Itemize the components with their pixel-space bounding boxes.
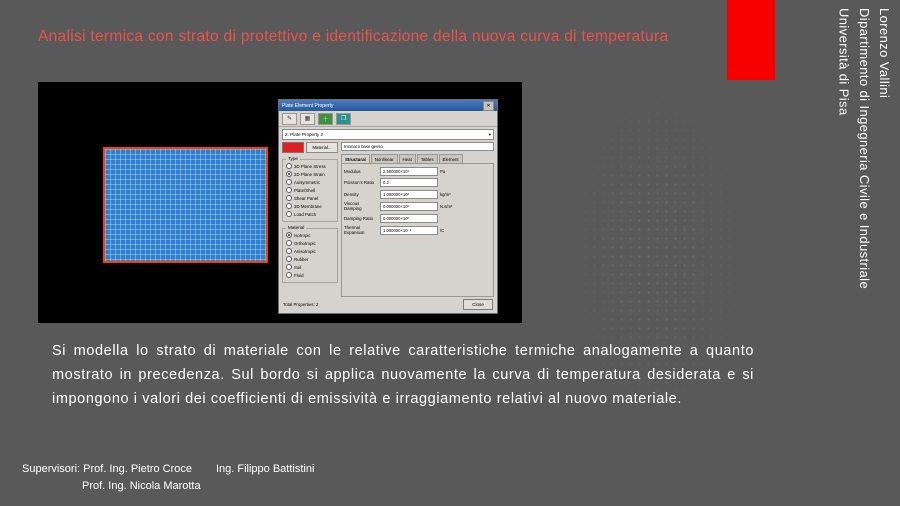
supervisors-row-2 xyxy=(22,478,314,495)
tab-heat[interactable]: Heat xyxy=(399,154,416,163)
field-label: Damping Ratio xyxy=(344,215,374,221)
plate-mesh-model xyxy=(103,147,268,263)
type-option-label: 3D Plane Stress xyxy=(294,163,326,169)
type-option-label: Plate/Shell xyxy=(294,187,315,193)
type-option-label: 2D Plane Strain xyxy=(294,171,325,177)
type-option-load-patch[interactable] xyxy=(286,210,335,218)
radio-icon xyxy=(286,211,292,217)
dialog-toolbar xyxy=(279,111,497,127)
tab-tables[interactable]: Tables xyxy=(417,154,438,163)
total-properties-label: Total Properties: 2 xyxy=(283,302,319,307)
type-option-label: Axisymmetric xyxy=(294,179,321,185)
supervisor-1: Prof. Ing. Pietro Croce xyxy=(83,463,192,475)
radio-icon xyxy=(286,264,292,270)
material-option-anisotropic[interactable] xyxy=(286,247,335,255)
embedded-screenshot xyxy=(38,82,522,323)
tab-structural[interactable]: Structural xyxy=(341,154,370,163)
close-icon[interactable]: ✕ xyxy=(483,101,494,111)
material-button[interactable]: Material... xyxy=(306,142,338,153)
field-input[interactable]: 0.000000×10⁰ xyxy=(380,202,438,211)
field-viscous-damping xyxy=(344,201,491,211)
material-option-label: Anisotropic xyxy=(294,248,316,254)
close-button[interactable]: Close xyxy=(463,299,493,310)
radio-icon xyxy=(286,171,292,177)
radio-icon xyxy=(286,240,292,246)
dialog-right-column xyxy=(341,142,494,297)
decorative-dot-pattern xyxy=(500,0,760,506)
field-input[interactable]: 0.000000×10⁰ xyxy=(380,214,438,223)
material-option-isotropic[interactable] xyxy=(286,231,335,239)
supervisors-label-and-first xyxy=(22,461,192,478)
material-option-fluid[interactable] xyxy=(286,271,335,279)
page-title: Analisi termica con strato di protettivo e identificazione della nuova curva di temperatura xyxy=(38,28,669,45)
dialog-footer xyxy=(279,297,497,310)
accent-red-block xyxy=(727,0,775,80)
edit-icon[interactable]: ✎ xyxy=(282,113,297,125)
model-viewport xyxy=(38,82,522,323)
material-option-rubber[interactable] xyxy=(286,255,335,263)
dialog-titlebar xyxy=(279,100,497,111)
type-option-plate-shell[interactable] xyxy=(286,186,335,194)
material-option-soil[interactable] xyxy=(286,263,335,271)
dialog-left-column xyxy=(282,142,338,297)
field-poissons-ratio xyxy=(344,178,491,187)
field-input[interactable]: 0.2 xyxy=(380,178,438,187)
property-select[interactable] xyxy=(282,129,494,140)
type-option-3d-plane-stress[interactable] xyxy=(286,162,335,170)
tab-element[interactable]: Element xyxy=(439,154,463,163)
credit-line-university: Università di Pisa xyxy=(836,8,852,116)
material-option-label: Isotropic xyxy=(294,232,311,238)
field-unit: /C xyxy=(440,227,445,233)
radio-icon xyxy=(286,187,292,193)
body-paragraph: Si modella lo strato di materiale con le relative caratteristiche termiche analogamente a quanto mostrato in precedenza. Sul bordo si applica nuovamente la curva di temperatura desiderata e si impongono i valori dei coefficienti di emissività e irraggiamento relativi al nuovo materiale. xyxy=(52,343,754,407)
tab-nonlinear[interactable]: Nonlinear xyxy=(371,154,398,163)
radio-icon xyxy=(286,272,292,278)
teal-copy-icon[interactable]: ❐ xyxy=(336,113,351,125)
field-input[interactable]: 1.000000×10³ xyxy=(380,190,438,199)
material-group xyxy=(282,225,338,283)
field-label: Density xyxy=(344,191,359,197)
supervisor-2: Prof. Ing. Nicola Marotta xyxy=(82,479,201,492)
field-input[interactable]: 2.500000×10⁹ xyxy=(380,167,438,176)
author-credits xyxy=(784,8,894,428)
dialog-title: Plate Element Property xyxy=(282,102,334,109)
supervisor-right-1: Ing. Filippo Battistini xyxy=(215,463,315,475)
credit-line-department: Dipartimento di Ingegneria Civile e Industriale xyxy=(856,8,872,290)
supervisors-row-1 xyxy=(22,461,314,478)
material-name-row xyxy=(341,142,494,151)
property-selector-row xyxy=(279,127,497,142)
property-select-value: 2: Plate Property 2 xyxy=(285,132,324,137)
material-group-legend: Material xyxy=(288,225,305,230)
type-option-3d-membrane[interactable] xyxy=(286,202,335,210)
field-label: Viscous Damping xyxy=(344,201,362,211)
field-unit: kg/m³ xyxy=(440,191,451,197)
material-color-swatch[interactable] xyxy=(282,142,304,153)
field-label: Thermal Expansion xyxy=(344,225,365,235)
type-option-label: 3D Membrane xyxy=(294,203,322,209)
type-option-label: Shear Panel xyxy=(294,195,319,201)
field-modulus xyxy=(344,167,491,176)
field-input[interactable]: 1.000000×10⁻⁵ xyxy=(380,226,438,235)
green-add-icon[interactable]: ＋ xyxy=(318,113,333,125)
type-option-label: Load Patch xyxy=(294,211,317,217)
field-unit: Pa xyxy=(440,168,446,174)
type-option-2d-plane-strain[interactable] xyxy=(286,170,335,178)
radio-icon xyxy=(286,163,292,169)
type-option-shear-panel[interactable] xyxy=(286,194,335,202)
chevron-down-icon: ▾ xyxy=(488,132,491,137)
material-name-input[interactable]: Intonaco base gesso xyxy=(341,142,494,151)
structural-tab-panel xyxy=(341,163,494,298)
material-option-label: Orthotropic xyxy=(294,240,316,246)
supervisors-footer xyxy=(22,461,314,494)
dialog-body xyxy=(279,142,497,297)
material-row xyxy=(282,142,338,153)
material-option-orthotropic[interactable] xyxy=(286,239,335,247)
type-option-axisymmetric[interactable] xyxy=(286,178,335,186)
radio-icon xyxy=(286,256,292,262)
radio-icon xyxy=(286,232,292,238)
radio-icon xyxy=(286,248,292,254)
material-option-label: Soil xyxy=(294,264,302,270)
field-thermal-expansion xyxy=(344,225,491,235)
material-option-label: Fluid xyxy=(294,272,304,278)
field-unit: N.s/m³ xyxy=(440,203,453,209)
radio-icon xyxy=(286,195,292,201)
type-group xyxy=(282,156,338,222)
field-density xyxy=(344,190,491,199)
radio-icon xyxy=(286,203,292,209)
grid-icon[interactable]: ▦ xyxy=(300,113,315,125)
credit-line-author: Lorenzo Vallini xyxy=(877,8,892,99)
type-group-legend: Type xyxy=(288,156,298,161)
radio-icon xyxy=(286,179,292,185)
field-label: Modulus xyxy=(344,168,361,174)
supervisors-label: Supervisori: xyxy=(22,463,81,475)
property-tabs xyxy=(341,154,494,163)
material-option-label: Rubber xyxy=(294,256,309,262)
field-label: Poisson's Ratio xyxy=(344,180,375,185)
plate-element-property-dialog xyxy=(278,99,498,314)
field-damping-ratio xyxy=(344,214,491,223)
